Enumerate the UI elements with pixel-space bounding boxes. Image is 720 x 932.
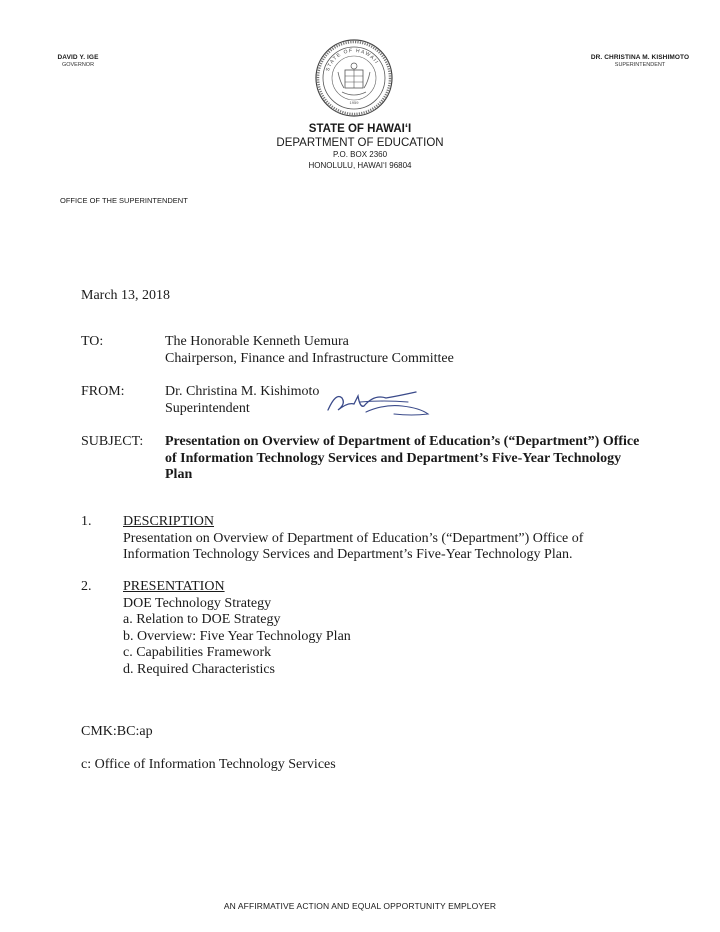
superintendent-block	[560, 54, 720, 68]
governor-name: DAVID Y. IGE	[57, 54, 99, 61]
org-department: DEPARTMENT OF EDUCATION	[276, 137, 444, 149]
superintendent-title: SUPERINTENDENT	[614, 62, 666, 68]
to-line: Chairperson, Finance and Infrastructure Committee	[165, 350, 454, 366]
svg-text:STATE OF HAWAII: STATE OF HAWAII	[324, 47, 380, 73]
org-state: STATE OF HAWAI‘I	[308, 123, 412, 135]
section-heading: PRESENTATION	[123, 579, 225, 594]
to-line: The Honorable Kenneth Uemura	[165, 334, 349, 349]
state-seal-icon	[314, 38, 394, 118]
to-recipient	[165, 334, 454, 367]
from-sender	[165, 384, 319, 417]
section-line: Information Technology Services and Department’s Five-Year Technology Plan.	[123, 547, 573, 562]
subject-label: SUBJECT:	[81, 434, 144, 449]
subject-line: of Information Technology Services and Department’s Five-Year Technology	[165, 450, 622, 466]
section-heading: DESCRIPTION	[123, 514, 215, 529]
subject-line: Plan	[165, 467, 193, 482]
org-city: HONOLULU, HAWAI‘I 96804	[308, 161, 412, 170]
list-item: b. Overview: Five Year Technology Plan	[123, 628, 351, 644]
section-description	[123, 514, 603, 564]
from-line: Dr. Christina M. Kishimoto	[165, 384, 320, 399]
svg-text:1959: 1959	[349, 100, 359, 105]
section-line: DOE Technology Strategy	[123, 595, 272, 611]
subject-text	[165, 434, 645, 484]
list-item: d. Required Characteristics	[123, 661, 276, 677]
section-line: Presentation on Overview of Department of Education’s (“Department”) Office of	[123, 530, 584, 546]
carbon-copy: c: Office of Information Technology Services	[81, 757, 336, 772]
office-line: OFFICE OF THE SUPERINTENDENT	[60, 196, 188, 205]
list-item: c. Capabilities Framework	[123, 645, 272, 660]
typist-initials: CMK:BC:ap	[81, 724, 153, 739]
from-line: Superintendent	[165, 400, 250, 416]
signature-icon	[324, 384, 434, 424]
from-label: FROM:	[81, 384, 125, 399]
subject-line: Presentation on Overview of Department of Education’s (“Department”) Office	[165, 434, 640, 449]
list-item: a. Relation to DOE Strategy	[123, 612, 281, 627]
section-number: 2.	[81, 579, 92, 594]
governor-block	[28, 54, 128, 68]
section-presentation	[123, 579, 603, 678]
memo-date: March 13, 2018	[81, 288, 171, 303]
footer-statement: AN AFFIRMATIVE ACTION AND EQUAL OPPORTUNITY EMPLOYER	[223, 901, 497, 911]
org-po-box: P.O. BOX 2360	[332, 150, 388, 159]
section-number: 1.	[81, 514, 92, 529]
governor-title: GOVERNOR	[61, 62, 95, 68]
to-label: TO:	[81, 334, 104, 349]
superintendent-name: DR. CHRISTINA M. KISHIMOTO	[590, 54, 690, 61]
